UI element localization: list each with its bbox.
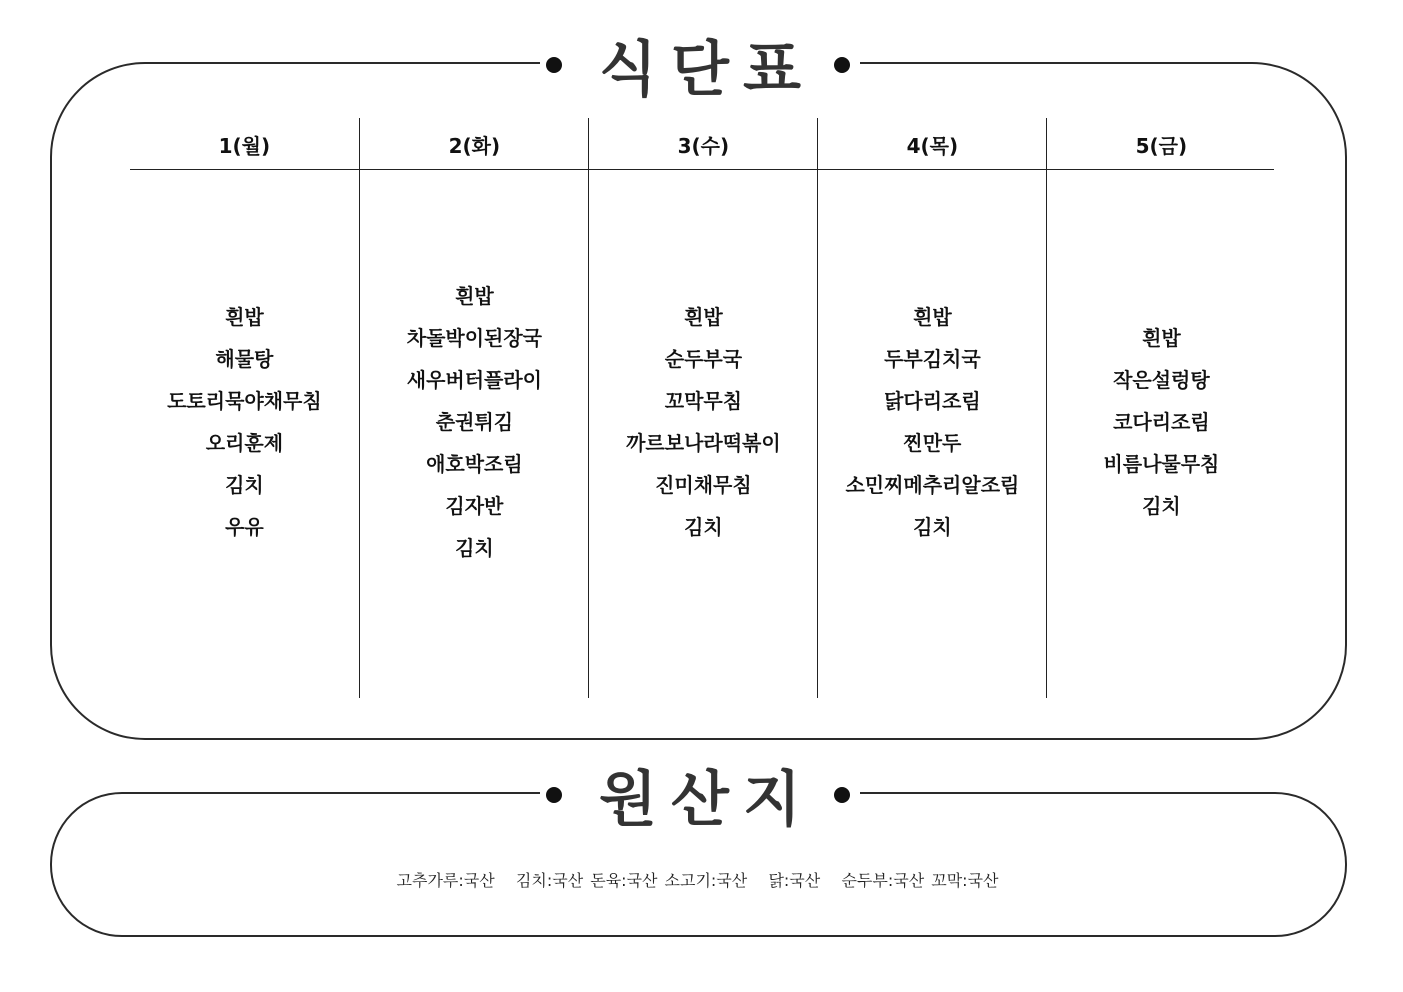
menu-item: 코다리조림 xyxy=(1113,410,1210,434)
menu-item: 흰밥 xyxy=(1142,326,1181,350)
menu-item: 김치 xyxy=(225,473,264,497)
menu-item: 김치 xyxy=(684,515,723,539)
day-header: 5(금) xyxy=(1135,133,1188,158)
menu-item: 흰밥 xyxy=(913,305,952,329)
menu-title-banner xyxy=(540,30,860,105)
menu-item: 찐만두 xyxy=(903,431,962,455)
menu-item: 애호박조림 xyxy=(426,452,523,476)
day-menu-list xyxy=(1047,170,1276,698)
menu-item: 도토리묵야채무침 xyxy=(167,389,322,413)
day-menu-list xyxy=(589,170,818,698)
menu-item: 흰밥 xyxy=(455,284,494,308)
menu-item: 김치 xyxy=(455,536,494,560)
menu-item: 작은설렁탕 xyxy=(1113,368,1210,392)
right-dot-ornament xyxy=(834,57,850,73)
menu-item: 닭다리조림 xyxy=(884,389,981,413)
day-menu-list xyxy=(360,170,589,698)
menu-item: 새우버터플라이 xyxy=(406,368,543,392)
menu-item: 비름나물무침 xyxy=(1103,452,1220,476)
menu-item: 진미채무침 xyxy=(655,473,752,497)
day-column-tue xyxy=(359,118,589,698)
day-header: 1(월) xyxy=(218,133,271,158)
day-header: 4(목) xyxy=(906,133,959,158)
origin-title: 원산지 xyxy=(599,765,815,835)
left-dot-ornament xyxy=(546,787,562,803)
day-menu-list xyxy=(818,170,1047,698)
right-dot-ornament xyxy=(834,787,850,803)
menu-item: 김치 xyxy=(913,515,952,539)
menu-item: 우유 xyxy=(225,515,264,539)
menu-item: 흰밥 xyxy=(225,305,264,329)
menu-item: 순두부국 xyxy=(664,347,743,371)
menu-item: 김치 xyxy=(1142,494,1181,518)
day-column-thu xyxy=(817,118,1047,698)
origin-info: 고추가루:국산 김치:국산 돈육:국산 소고기:국산 닭:국산 순두부:국산 꼬막:국산 xyxy=(396,871,999,890)
menu-item: 흰밥 xyxy=(684,305,723,329)
menu-title: 식단표 xyxy=(599,35,815,105)
origin-title-banner xyxy=(540,760,860,835)
day-header: 2(화) xyxy=(448,133,501,158)
day-column-mon xyxy=(130,118,359,698)
menu-item: 까르보나라떡볶이 xyxy=(626,431,781,455)
menu-item: 꼬막무침 xyxy=(664,389,743,413)
day-menu-list xyxy=(130,170,359,698)
day-column-wed xyxy=(588,118,818,698)
menu-item: 춘권튀김 xyxy=(435,410,514,434)
menu-item: 두부김치국 xyxy=(884,347,981,371)
menu-table xyxy=(130,118,1274,698)
day-column-fri xyxy=(1046,118,1276,698)
menu-item: 해물탕 xyxy=(215,347,274,371)
header-divider xyxy=(130,169,1274,170)
menu-item: 차돌박이된장국 xyxy=(406,326,543,350)
menu-item: 오리훈제 xyxy=(205,431,284,455)
left-dot-ornament xyxy=(546,57,562,73)
menu-item: 소민찌메추리알조림 xyxy=(845,473,1020,497)
menu-item: 김자반 xyxy=(445,494,504,518)
day-header: 3(수) xyxy=(677,133,730,158)
